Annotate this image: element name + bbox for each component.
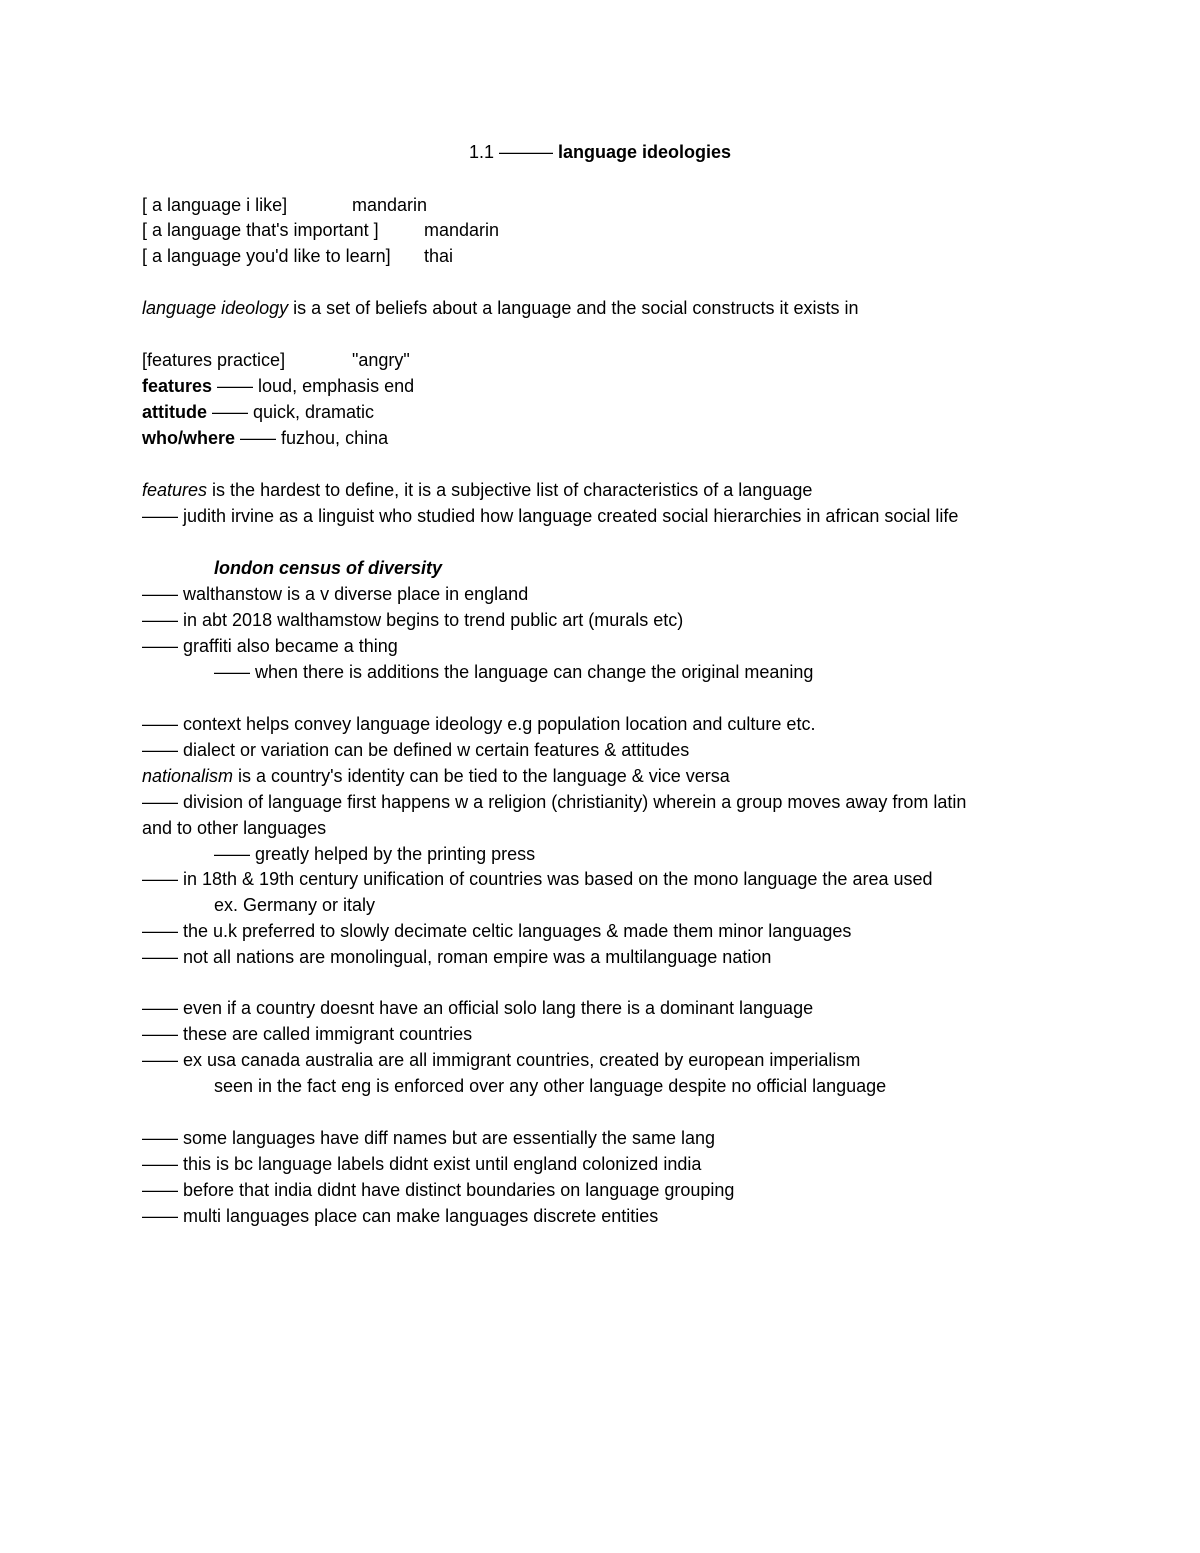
list-item: —— context helps convey language ideology e.g population location and culture etc. — [142, 714, 816, 734]
practice-label: [features practice] — [142, 350, 286, 370]
title-text: language ideologies — [558, 142, 732, 162]
nationalism-text: is a country's identity can be tied to the language & vice versa — [233, 766, 730, 786]
definition-line — [142, 297, 858, 319]
definition-text: is a set of beliefs about a language and the social constructs it exists in — [288, 298, 859, 318]
london-heading-text: london census of diversity — [214, 558, 443, 578]
irvine-note: —— judith irvine as a linguist who studied how language created social hierarchies in african social life — [142, 506, 959, 526]
london-heading — [214, 557, 442, 579]
list-item-continued: and to other languages — [142, 818, 327, 838]
features-term: features — [142, 480, 208, 500]
practice-key: attitude — [142, 402, 207, 422]
nationalism-term: nationalism — [142, 766, 234, 786]
list-item: —— in 18th & 19th century unification of countries was based on the mono language the area used — [142, 869, 933, 889]
prompt-label: [ a language i like] — [142, 195, 288, 215]
list-item: —— some languages have diff names but are essentially the same lang — [142, 1128, 715, 1148]
practice-value: —— quick, dramatic — [207, 402, 375, 422]
list-subitem: seen in the fact eng is enforced over any other language despite no official language — [214, 1076, 887, 1096]
practice-value: "angry" — [352, 350, 410, 370]
definition-term: language ideology — [142, 298, 289, 318]
prompt-value-2: mandarin — [424, 220, 500, 240]
prompt-line-2 — [142, 219, 379, 241]
list-item: —— not all nations are monolingual, roman empire was a multilanguage nation — [142, 947, 772, 967]
list-item: —— the u.k preferred to slowly decimate celtic languages & made them minor languages — [142, 921, 852, 941]
list-item: —— these are called immigrant countries — [142, 1024, 473, 1044]
nationalism-line — [142, 765, 730, 787]
list-subitem: —— when there is additions the language can change the original meaning — [214, 662, 814, 682]
list-item: —— even if a country doesnt have an official solo lang there is a dominant language — [142, 998, 814, 1018]
practice-row — [142, 427, 388, 449]
list-item: —— walthanstow is a v diverse place in england — [142, 584, 529, 604]
list-item: —— graffiti also became a thing — [142, 636, 398, 656]
prompt-label: [ a language you'd like to learn] — [142, 246, 391, 266]
practice-value: —— loud, emphasis end — [212, 376, 415, 396]
practice-row — [142, 401, 374, 423]
list-item: —— ex usa canada australia are all immigrant countries, created by european imperialism — [142, 1050, 861, 1070]
list-item: —— division of language first happens w a religion (christianity) wherein a group moves away from latin — [142, 792, 967, 812]
list-subitem: —— greatly helped by the printing press — [214, 844, 536, 864]
practice-value: —— fuzhou, china — [235, 428, 389, 448]
list-item: —— dialect or variation can be defined w certain features & attitudes — [142, 740, 690, 760]
title-number: 1.1 ——— — [468, 142, 553, 162]
practice-key: features — [142, 376, 213, 396]
practice-key: who/where — [142, 428, 236, 448]
list-item: —— multi languages place can make languages discrete entities — [142, 1206, 659, 1226]
prompt-value-1: mandarin — [352, 195, 428, 215]
prompt-line-3 — [142, 245, 391, 267]
practice-row — [142, 375, 414, 397]
list-item: —— in abt 2018 walthamstow begins to trend public art (murals etc) — [142, 610, 684, 630]
features-note — [142, 479, 812, 501]
list-item: —— this is bc language labels didnt exist until england colonized india — [142, 1154, 702, 1174]
prompt-value-3: thai — [424, 246, 454, 266]
list-subitem: ex. Germany or italy — [214, 895, 376, 915]
page-title — [0, 141, 1200, 163]
features-text: is the hardest to define, it is a subjective list of characteristics of a language — [207, 480, 813, 500]
prompt-label: [ a language that's important ] — [142, 220, 379, 240]
prompt-line-1 — [142, 194, 287, 216]
list-item: —— before that india didnt have distinct boundaries on language grouping — [142, 1180, 735, 1200]
